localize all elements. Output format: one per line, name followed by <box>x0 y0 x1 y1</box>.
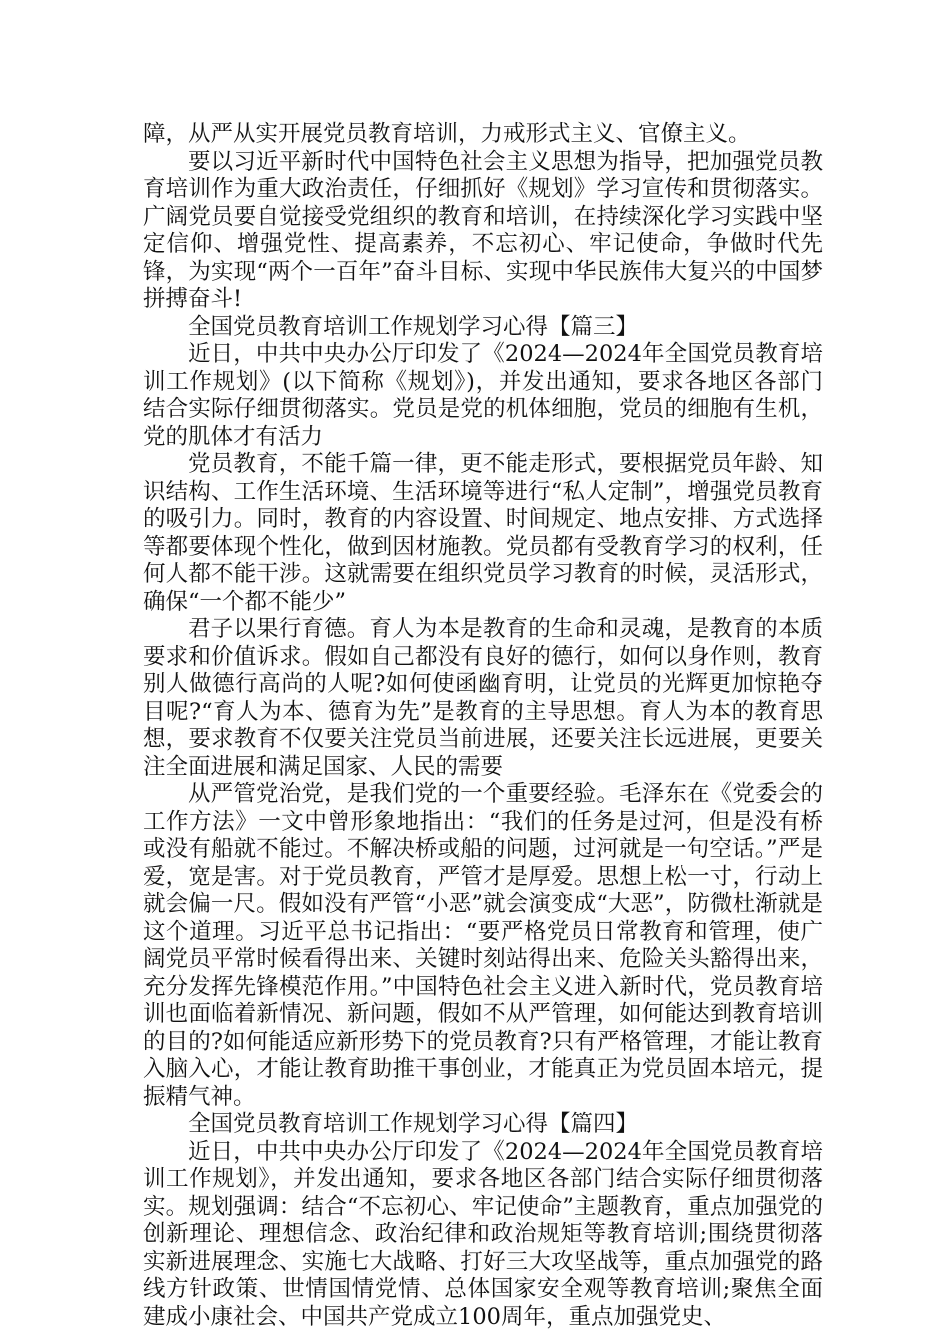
paragraph-body: 君子以果行育德。育人为本是教育的生命和灵魂，是教育的本质要求和价值诉求。假如自己都没有良好的德行，如何以身作则，教育别人做德行高尚的人呢?如何使函幽育明，让党员的光辉更加惊艳夺目呢?“育人为本、德育为先”是教育的主导思想。育人为本的教育思想，要求教育不仅要关注党员当前进展，还要关注长远进展，更要关注全面进展和满足国家、人民的需要 <box>143 616 823 780</box>
paragraph-body: 要以习近平新时代中国特色社会主义思想为指导，把加强党员教育培训作为重大政治责任，仔细抓好《规划》学习宣传和贯彻落实。广阔党员要自觉接受党组织的教育和培训，在持续深化学习实践中坚定信仰、增强党性、提高素养，不忘初心、牢记使命，争做时代先锋，为实现“两个一百年”奋斗目标、实现中华民族伟大复兴的中国梦拼搏奋斗! <box>143 148 823 312</box>
paragraph-body: 从严管党治党，是我们党的一个重要经验。毛泽东在《党委会的工作方法》一文中曾形象地指出：“我们的任务是过河，但是没有桥或没有船就不能过。不解决桥或船的问题，过河就是一句空话。”严是爱，宽是害。对于党员教育，严管才是厚爱。思想上松一寸，行动上就会偏一尺。假如没有严管“小恶”就会演变成“大恶”，防微杜渐就是这个道理。习近平总书记指出：“要严格党员日常教育和管理，使广阔党员平常时候看得出来、关键时刻站得出来、危险关头豁得出来，充分发挥先锋模范作用。”中国特色社会主义进入新时代，党员教育培训也面临着新情况、新问题，假如不从严管理，如何能达到教育培训的目的?如何能适应新形势下的党员教育?只有严格管理，才能让教育入脑入心，才能让教育助推干事创业，才能真正为党员固本培元，提振精气神。 <box>143 781 823 1110</box>
paragraph-body: 党员教育，不能千篇一律，更不能走形式，要根据党员年龄、知识结构、工作生活环境、生活环境等进行“私人定制”，增强党员教育的吸引力。同时，教育的内容设置、时间规定、地点安排、方式选择等都要体现个性化，做到因材施教。党员都有受教育学习的权利，任何人都不能干涉。这就需要在组织党员学习教育的时候，灵活形式，确保“一个都不能少” <box>143 451 823 615</box>
paragraph-body: 近日，中共中央办公厅印发了《2024—2024年全国党员教育培训工作规划》，并发出通知，要求各地区各部门结合实际仔细贯彻落实。规划强调：结合“不忘初心、牢记使命”主题教育，重点加强党的创新理论、理想信念、政治纪律和政治规矩等教育培训;围绕贯彻落实新进展理念、实施七大战略、打好三大攻坚战等，重点加强党的路线方针政策、世情国情党情、总体国家安全观等教育培训;聚焦全面建成小康社会、中国共产党成立100周年，重点加强党史、 <box>143 1138 823 1330</box>
paragraph-body: 近日，中共中央办公厅印发了《2024—2024年全国党员教育培训工作规划》(以下简称《规划》)，并发出通知，要求各地区各部门结合实际仔细贯彻落实。党员是党的机体细胞，党员的细胞有生机，党的肌体才有活力 <box>143 341 823 450</box>
paragraph-continuation: 障，从严从实开展党员教育培训，力戒形式主义、官僚主义。 <box>143 121 751 147</box>
section-heading-part-three: 全国党员教育培训工作规划学习心得【篇三】 <box>188 313 639 340</box>
document-body <box>143 121 823 1331</box>
section-heading-part-four: 全国党员教育培训工作规划学习心得【篇四】 <box>188 1111 639 1137</box>
